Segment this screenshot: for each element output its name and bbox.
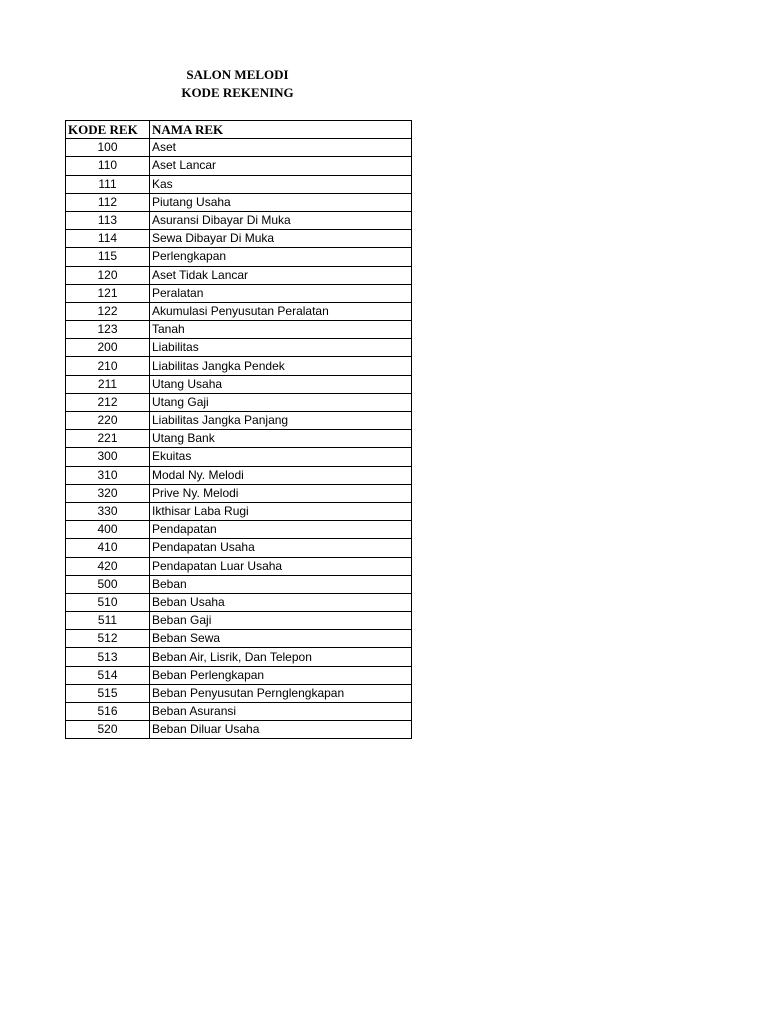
table-row [66,666,412,684]
account-code-cell: 410 [66,539,150,557]
account-code-cell: 400 [66,521,150,539]
account-code-cell: 114 [66,230,150,248]
account-name-cell: Modal Ny. Melodi [150,466,412,484]
account-name-cell: Utang Gaji [150,393,412,411]
account-code-cell: 115 [66,248,150,266]
table-header-row [66,121,412,139]
account-name-cell: Asuransi Dibayar Di Muka [150,211,412,229]
table-body [66,139,412,739]
account-name-cell: Beban Gaji [150,612,412,630]
account-code-cell: 123 [66,321,150,339]
table-row [66,302,412,320]
account-name-cell: Kas [150,175,412,193]
table-row [66,430,412,448]
table-row [66,502,412,520]
account-code-cell: 110 [66,157,150,175]
account-code-cell: 112 [66,193,150,211]
account-name-cell: Beban Air, Lisrik, Dan Telepon [150,648,412,666]
account-name-cell: Liabilitas [150,339,412,357]
account-code-cell: 220 [66,412,150,430]
account-name-cell: Beban [150,575,412,593]
account-code-cell: 122 [66,302,150,320]
account-name-cell: Peralatan [150,284,412,302]
account-code-cell: 515 [66,684,150,702]
account-code-cell: 121 [66,284,150,302]
account-name-cell: Utang Usaha [150,375,412,393]
account-code-cell: 516 [66,703,150,721]
table-row [66,339,412,357]
account-code-cell: 420 [66,557,150,575]
table-row [66,393,412,411]
account-name-cell: Pendapatan [150,521,412,539]
table-row [66,139,412,157]
account-name-cell: Beban Penyusutan Pernglengkapan [150,684,412,702]
account-name-cell: Utang Bank [150,430,412,448]
account-code-cell: 210 [66,357,150,375]
table-row [66,703,412,721]
account-name-cell: Ikthisar Laba Rugi [150,502,412,520]
table-row [66,648,412,666]
table-row [66,375,412,393]
account-code-cell: 513 [66,648,150,666]
account-name-cell: Beban Perlengkapan [150,666,412,684]
table-row [66,557,412,575]
account-name-cell: Ekuitas [150,448,412,466]
table-row [66,193,412,211]
table-row [66,575,412,593]
table-row [66,284,412,302]
account-name-cell: Beban Usaha [150,593,412,611]
account-code-table [65,120,412,739]
table-row [66,521,412,539]
column-header-code: KODE REK [66,121,150,139]
account-name-cell: Prive Ny. Melodi [150,484,412,502]
table-row [66,684,412,702]
table-row [66,357,412,375]
account-name-cell: Pendapatan Usaha [150,539,412,557]
account-code-cell: 320 [66,484,150,502]
table-row [66,593,412,611]
table-row [66,721,412,739]
table-row [66,448,412,466]
account-name-cell: Aset [150,139,412,157]
account-name-cell: Aset Tidak Lancar [150,266,412,284]
column-header-name: NAMA REK [150,121,412,139]
table-row [66,230,412,248]
table-row [66,157,412,175]
table-row [66,211,412,229]
account-code-cell: 511 [66,612,150,630]
account-name-cell: Piutang Usaha [150,193,412,211]
account-code-cell: 221 [66,430,150,448]
account-code-cell: 211 [66,375,150,393]
account-name-cell: Liabilitas Jangka Pendek [150,357,412,375]
account-code-cell: 200 [66,339,150,357]
account-code-cell: 120 [66,266,150,284]
account-code-cell: 500 [66,575,150,593]
table-row [66,248,412,266]
account-code-cell: 514 [66,666,150,684]
table-row [66,321,412,339]
account-code-cell: 330 [66,502,150,520]
account-code-cell: 310 [66,466,150,484]
account-name-cell: Beban Sewa [150,630,412,648]
table-row [66,466,412,484]
page-title: SALON MELODI [186,67,289,82]
table-row [66,612,412,630]
account-code-cell: 520 [66,721,150,739]
account-name-cell: Beban Diluar Usaha [150,721,412,739]
account-name-cell: Perlengkapan [150,248,412,266]
account-code-cell: 300 [66,448,150,466]
account-name-cell: Pendapatan Luar Usaha [150,557,412,575]
account-name-cell: Tanah [150,321,412,339]
page-subtitle: KODE REKENING [181,85,294,100]
table-row [66,484,412,502]
account-name-cell: Aset Lancar [150,157,412,175]
table-row [66,175,412,193]
account-name-cell: Akumulasi Penyusutan Peralatan [150,302,412,320]
account-code-cell: 111 [66,175,150,193]
account-name-cell: Sewa Dibayar Di Muka [150,230,412,248]
table-row [66,266,412,284]
account-code-cell: 100 [66,139,150,157]
account-name-cell: Beban Asuransi [150,703,412,721]
table-row [66,630,412,648]
account-code-cell: 113 [66,211,150,229]
table-row [66,412,412,430]
table-row [66,539,412,557]
account-code-cell: 510 [66,593,150,611]
account-code-cell: 512 [66,630,150,648]
account-code-cell: 212 [66,393,150,411]
account-name-cell: Liabilitas Jangka Panjang [150,412,412,430]
